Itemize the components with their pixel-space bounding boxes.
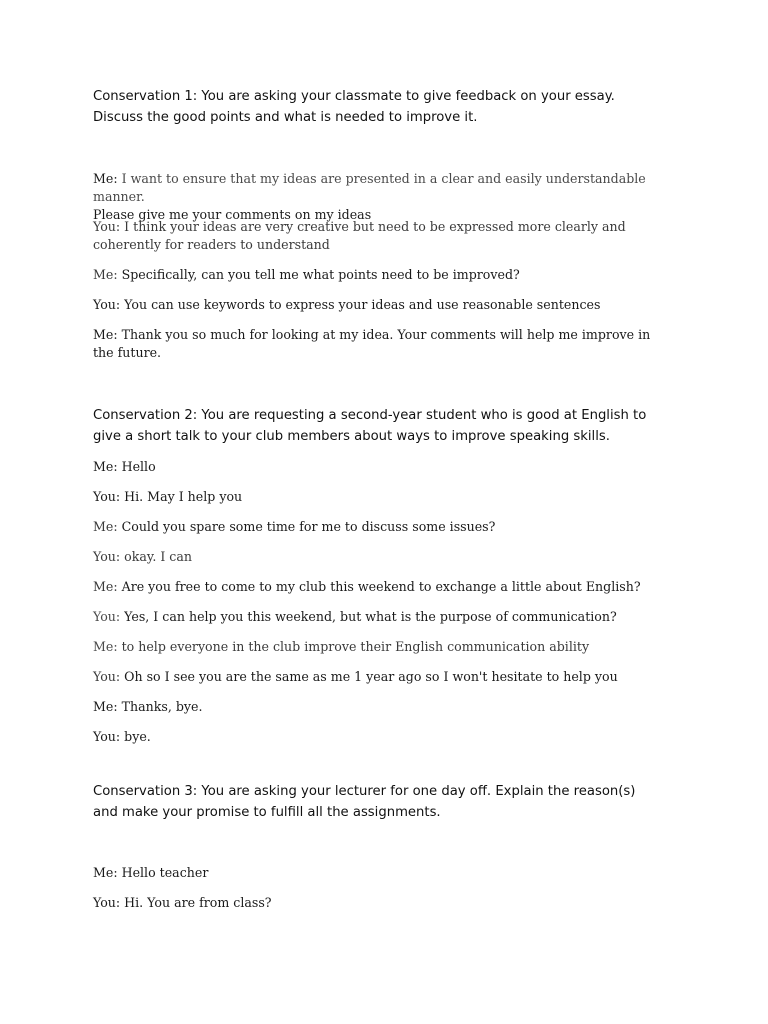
c1-line-5 [93, 326, 668, 362]
conversation-3-heading: Conservation 3: You are asking your lecturer for one day off. Explain the reason(s) and make your promise to fulfill all the assignments. [93, 784, 636, 820]
c2-line-10 [93, 728, 683, 746]
conversation-2-heading: Conservation 2: You are requesting a second-year student who is good at English to give a short talk to your club members about ways to improve speaking skills. [93, 408, 647, 444]
c2-line-7 [93, 638, 683, 656]
speaker-label: You: [93, 489, 121, 504]
speaker-label: You: [93, 609, 121, 624]
c1-line-4 [93, 296, 683, 314]
dialogue-text: Thanks, bye. [117, 699, 203, 714]
c2-line-4 [93, 548, 683, 566]
speaker-label: Me: [93, 699, 118, 714]
dialogue-text: Hello teacher [117, 865, 209, 880]
dialogue-text: Hi. You are from class? [120, 895, 272, 910]
speaker-label: You: [93, 729, 121, 744]
dialogue-text: bye. [120, 729, 151, 744]
speaker-label: Me: [93, 519, 118, 534]
speaker-label: Me: [93, 171, 118, 186]
speaker-label: Me: [93, 865, 118, 880]
speaker-label: Me: [93, 579, 118, 594]
conversation-1-heading: Conservation 1: You are asking your classmate to give feedback on your essay. Discuss the good points and what is needed to improve it. [93, 89, 615, 125]
dialogue-text: Are you free to come to my club this weekend to exchange a little about English? [117, 579, 641, 594]
dialogue-text: Hello [117, 459, 156, 474]
dialogue-text: I want to ensure that my ideas are presented in a clear and easily understandable manner. [93, 171, 646, 204]
c2-line-2 [93, 488, 683, 506]
c1-line-3 [93, 266, 683, 284]
speaker-label: Me: [93, 459, 118, 474]
c1-line-2 [93, 218, 683, 254]
c2-line-3 [93, 518, 683, 536]
speaker-label: You: [93, 895, 121, 910]
speaker-label: You: [93, 297, 121, 312]
dialogue-text: Specifically, can you tell me what points need to be improved? [117, 267, 520, 282]
c1-line-1 [93, 170, 683, 224]
c2-line-9 [93, 698, 683, 716]
dialogue-text: Could you spare some time for me to discuss some issues? [117, 519, 496, 534]
dialogue-text: Thank you so much for looking at my idea. Your comments will help me improve in the future. [93, 327, 651, 360]
c2-line-1 [93, 458, 683, 476]
dialogue-text: to help everyone in the club improve their English communication ability [117, 639, 590, 654]
dialogue-text: Hi. May I help you [120, 489, 243, 504]
speaker-label: You: [93, 549, 121, 564]
c2-line-6 [93, 608, 683, 626]
speaker-label: You: [93, 219, 121, 234]
speaker-label: Me: [93, 639, 118, 654]
speaker-label: Me: [93, 267, 118, 282]
speaker-label: You: [93, 669, 121, 684]
dialogue-text: Please give me your comments on my ideas [93, 207, 372, 222]
dialogue-text: You can use keywords to express your ideas and use reasonable sentences [120, 297, 601, 312]
c3-line-2 [93, 894, 683, 912]
dialogue-text: I think your ideas are very creative but need to be expressed more clearly and coherently for readers to understand [93, 219, 626, 252]
c2-line-8 [93, 668, 683, 686]
dialogue-text: Oh so I see you are the same as me 1 year ago so I won't hesitate to help you [120, 669, 618, 684]
c3-line-1 [93, 864, 683, 882]
dialogue-text: okay. I can [120, 549, 192, 564]
c2-line-5 [93, 578, 683, 596]
dialogue-text: Yes, I can help you this weekend, but what is the purpose of communication? [120, 609, 617, 624]
speaker-label: Me: [93, 327, 118, 342]
